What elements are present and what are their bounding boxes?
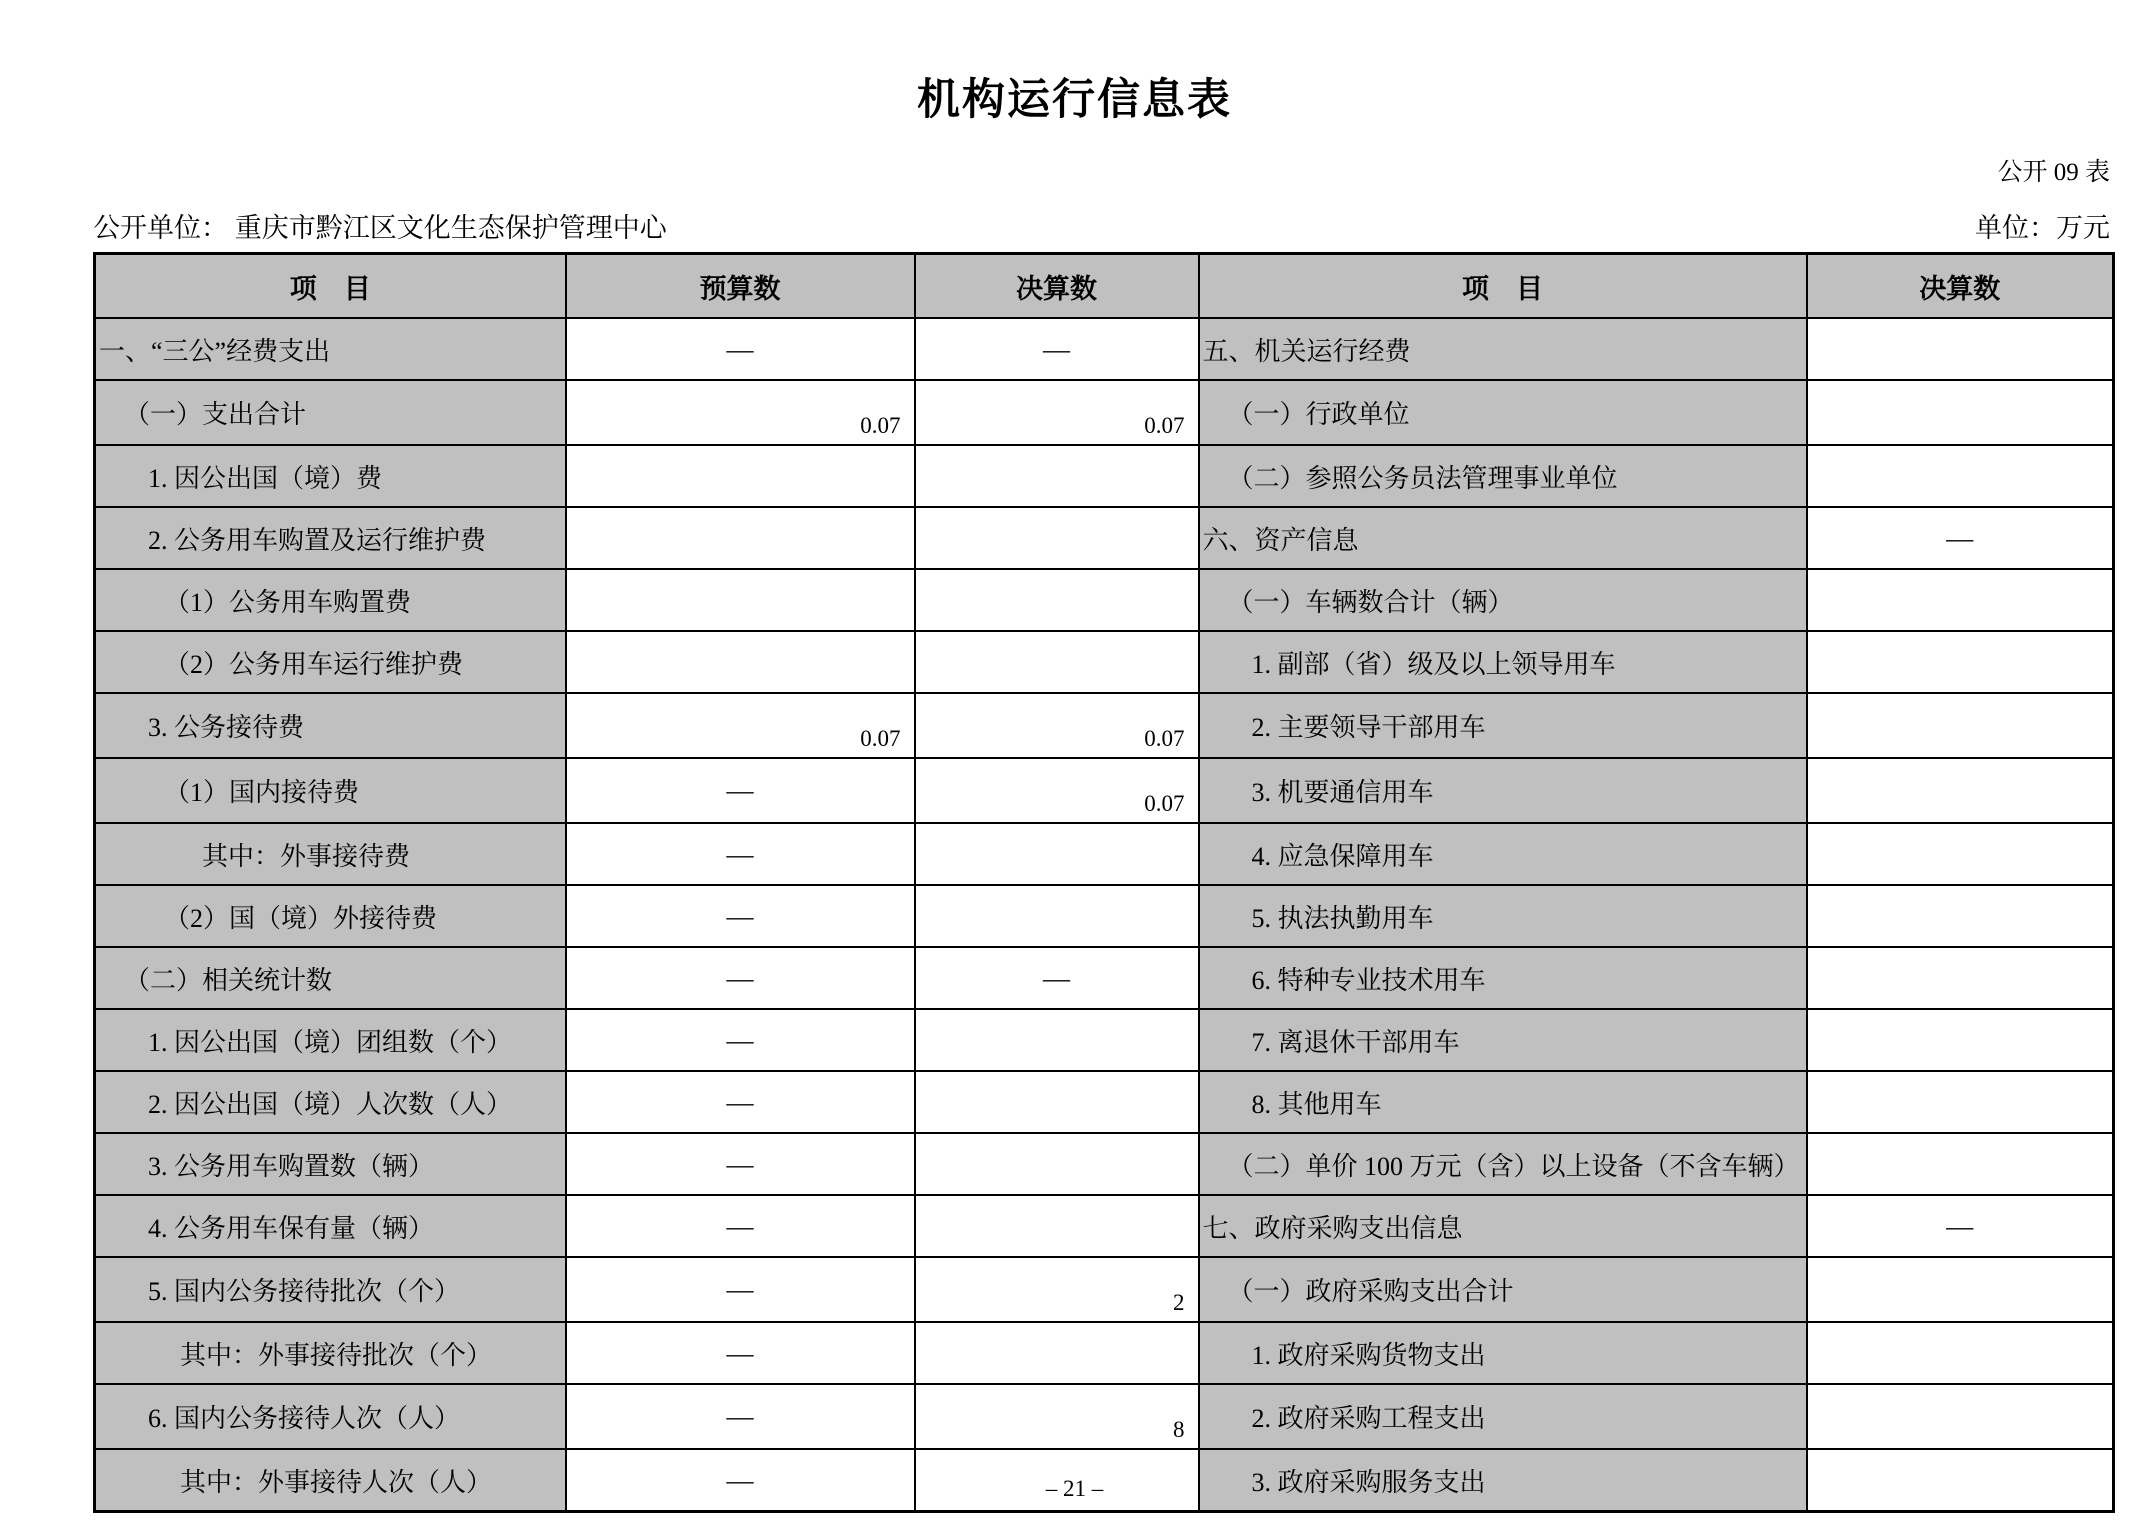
institution-operation-table: [93, 252, 2115, 1513]
table-row: [95, 1322, 2114, 1384]
header-final-left: 决算数: [915, 254, 1199, 319]
final-value-cell: [1807, 445, 2114, 507]
final-value-cell: [915, 445, 1199, 507]
final-value-cell: [1807, 380, 2114, 445]
table-code-label: 公开 09 表: [1997, 159, 2110, 186]
budget-value-cell: —: [566, 1071, 915, 1133]
final-value-cell: 0.07: [915, 380, 1199, 445]
table-row: [95, 947, 2114, 1009]
final-value-cell: 8: [915, 1384, 1199, 1449]
final-value-cell: —: [915, 947, 1199, 1009]
budget-value-cell: —: [566, 1322, 915, 1384]
item-label-cell: 5. 国内公务接待批次（个）: [95, 1257, 566, 1322]
page-number: – 21 –: [1045, 1476, 1104, 1501]
final-value-cell: [915, 1071, 1199, 1133]
final-value-cell: —: [1807, 507, 2114, 569]
table-row: [95, 631, 2114, 693]
table-body: [95, 318, 2114, 1512]
item-label-cell: （2）公务用车运行维护费: [95, 631, 566, 693]
budget-value-cell: [566, 631, 915, 693]
final-value-cell: [1807, 1384, 2114, 1449]
item-label-cell: 1. 因公出国（境）团组数（个）: [95, 1009, 566, 1071]
budget-value-cell: [566, 569, 915, 631]
final-value-cell: [1807, 693, 2114, 758]
final-value-cell: [1807, 569, 2114, 631]
budget-value-cell: —: [566, 318, 915, 380]
final-value-cell: [1807, 885, 2114, 947]
item-label-cell: 其中：外事接待费: [95, 823, 566, 885]
final-value-cell: [915, 507, 1199, 569]
table-row: [95, 693, 2114, 758]
item-label-cell: 4. 应急保障用车: [1199, 823, 1807, 885]
budget-value-cell: —: [566, 1133, 915, 1195]
item-label-cell: （2）国（境）外接待费: [95, 885, 566, 947]
item-label-cell: （一）行政单位: [1199, 380, 1807, 445]
final-value-cell: 0.07: [915, 758, 1199, 823]
header-item-left: 项 目: [95, 254, 566, 319]
table-row: [95, 1071, 2114, 1133]
item-label-cell: （一）支出合计: [95, 380, 566, 445]
budget-value-cell: [566, 445, 915, 507]
page-title: 机构运行信息表: [917, 76, 1232, 124]
final-value-cell: —: [915, 318, 1199, 380]
item-label-cell: 3. 公务接待费: [95, 693, 566, 758]
final-value-cell: [915, 1133, 1199, 1195]
final-value-cell: [915, 885, 1199, 947]
budget-value-cell: —: [566, 823, 915, 885]
final-value-cell: 2: [915, 1257, 1199, 1322]
final-value-cell: [1807, 318, 2114, 380]
final-value-cell: [1807, 947, 2114, 1009]
final-value-cell: [1807, 1133, 2114, 1195]
item-label-cell: 五、机关运行经费: [1199, 318, 1807, 380]
item-label-cell: 1. 副部（省）级及以上领导用车: [1199, 631, 1807, 693]
final-value-cell: [1807, 758, 2114, 823]
item-label-cell: 1. 因公出国（境）费: [95, 445, 566, 507]
budget-value-cell: —: [566, 758, 915, 823]
final-value-cell: 0.07: [915, 693, 1199, 758]
budget-value-cell: —: [566, 1257, 915, 1322]
publisher-line: 公开单位： 重庆市黔江区文化生态保护管理中心: [93, 213, 667, 243]
item-label-cell: 其中：外事接待人次（人）: [95, 1449, 566, 1512]
item-label-cell: 3. 机要通信用车: [1199, 758, 1807, 823]
header-budget: 预算数: [566, 254, 915, 319]
final-value-cell: [915, 1009, 1199, 1071]
table-row: [95, 507, 2114, 569]
table-row: [95, 758, 2114, 823]
item-label-cell: 3. 政府采购服务支出: [1199, 1449, 1807, 1512]
budget-value-cell: [566, 507, 915, 569]
item-label-cell: 2. 政府采购工程支出: [1199, 1384, 1807, 1449]
final-value-cell: [915, 823, 1199, 885]
table-header-row: [95, 254, 2114, 319]
table-row: [95, 885, 2114, 947]
budget-value-cell: 0.07: [566, 380, 915, 445]
table-row: [95, 823, 2114, 885]
final-value-cell: [1807, 823, 2114, 885]
table-row: [95, 318, 2114, 380]
final-value-cell: —: [1807, 1195, 2114, 1257]
item-label-cell: 其中：外事接待批次（个）: [95, 1322, 566, 1384]
final-value-cell: [915, 569, 1199, 631]
item-label-cell: 4. 公务用车保有量（辆）: [95, 1195, 566, 1257]
item-label-cell: 2. 主要领导干部用车: [1199, 693, 1807, 758]
final-value-cell: [1807, 1009, 2114, 1071]
item-label-cell: （二）参照公务员法管理事业单位: [1199, 445, 1807, 507]
final-value-cell: [915, 1195, 1199, 1257]
item-label-cell: （一）政府采购支出合计: [1199, 1257, 1807, 1322]
budget-value-cell: —: [566, 1009, 915, 1071]
budget-value-cell: 0.07: [566, 693, 915, 758]
final-value-cell: [1807, 1257, 2114, 1322]
item-label-cell: 7. 离退休干部用车: [1199, 1009, 1807, 1071]
item-label-cell: （1）公务用车购置费: [95, 569, 566, 631]
item-label-cell: 1. 政府采购货物支出: [1199, 1322, 1807, 1384]
item-label-cell: 2. 因公出国（境）人次数（人）: [95, 1071, 566, 1133]
table-row: [95, 380, 2114, 445]
table-header: [95, 254, 2114, 319]
table-row: [95, 1009, 2114, 1071]
budget-value-cell: —: [566, 1449, 915, 1512]
final-value-cell: [1807, 1322, 2114, 1384]
budget-value-cell: —: [566, 947, 915, 1009]
table-row: [95, 569, 2114, 631]
budget-value-cell: —: [566, 1195, 915, 1257]
item-label-cell: （二）相关统计数: [95, 947, 566, 1009]
table-row: [95, 1195, 2114, 1257]
header-final-right: 决算数: [1807, 254, 2114, 319]
unit-note: 单位：万元: [1975, 213, 2110, 243]
budget-value-cell: —: [566, 885, 915, 947]
item-label-cell: 六、资产信息: [1199, 507, 1807, 569]
item-label-cell: （一）车辆数合计（辆）: [1199, 569, 1807, 631]
final-value-cell: [1807, 1071, 2114, 1133]
budget-value-cell: —: [566, 1384, 915, 1449]
table-row: [95, 445, 2114, 507]
item-label-cell: 一、“三公”经费支出: [95, 318, 566, 380]
item-label-cell: 七、政府采购支出信息: [1199, 1195, 1807, 1257]
item-label-cell: 5. 执法执勤用车: [1199, 885, 1807, 947]
item-label-cell: 8. 其他用车: [1199, 1071, 1807, 1133]
item-label-cell: 6. 国内公务接待人次（人）: [95, 1384, 566, 1449]
table-row: [95, 1257, 2114, 1322]
item-label-cell: 6. 特种专业技术用车: [1199, 947, 1807, 1009]
table-row: [95, 1133, 2114, 1195]
item-label-cell: （1）国内接待费: [95, 758, 566, 823]
item-label-cell: 2. 公务用车购置及运行维护费: [95, 507, 566, 569]
final-value-cell: [915, 631, 1199, 693]
table-row: [95, 1384, 2114, 1449]
info-line: [93, 206, 2110, 245]
item-label-cell: （二）单价 100 万元（含）以上设备（不含车辆）: [1199, 1133, 1807, 1195]
item-label-cell: 3. 公务用车购置数（辆）: [95, 1133, 566, 1195]
final-value-cell: [915, 1322, 1199, 1384]
header-item-right: 项 目: [1199, 254, 1807, 319]
final-value-cell: [1807, 631, 2114, 693]
